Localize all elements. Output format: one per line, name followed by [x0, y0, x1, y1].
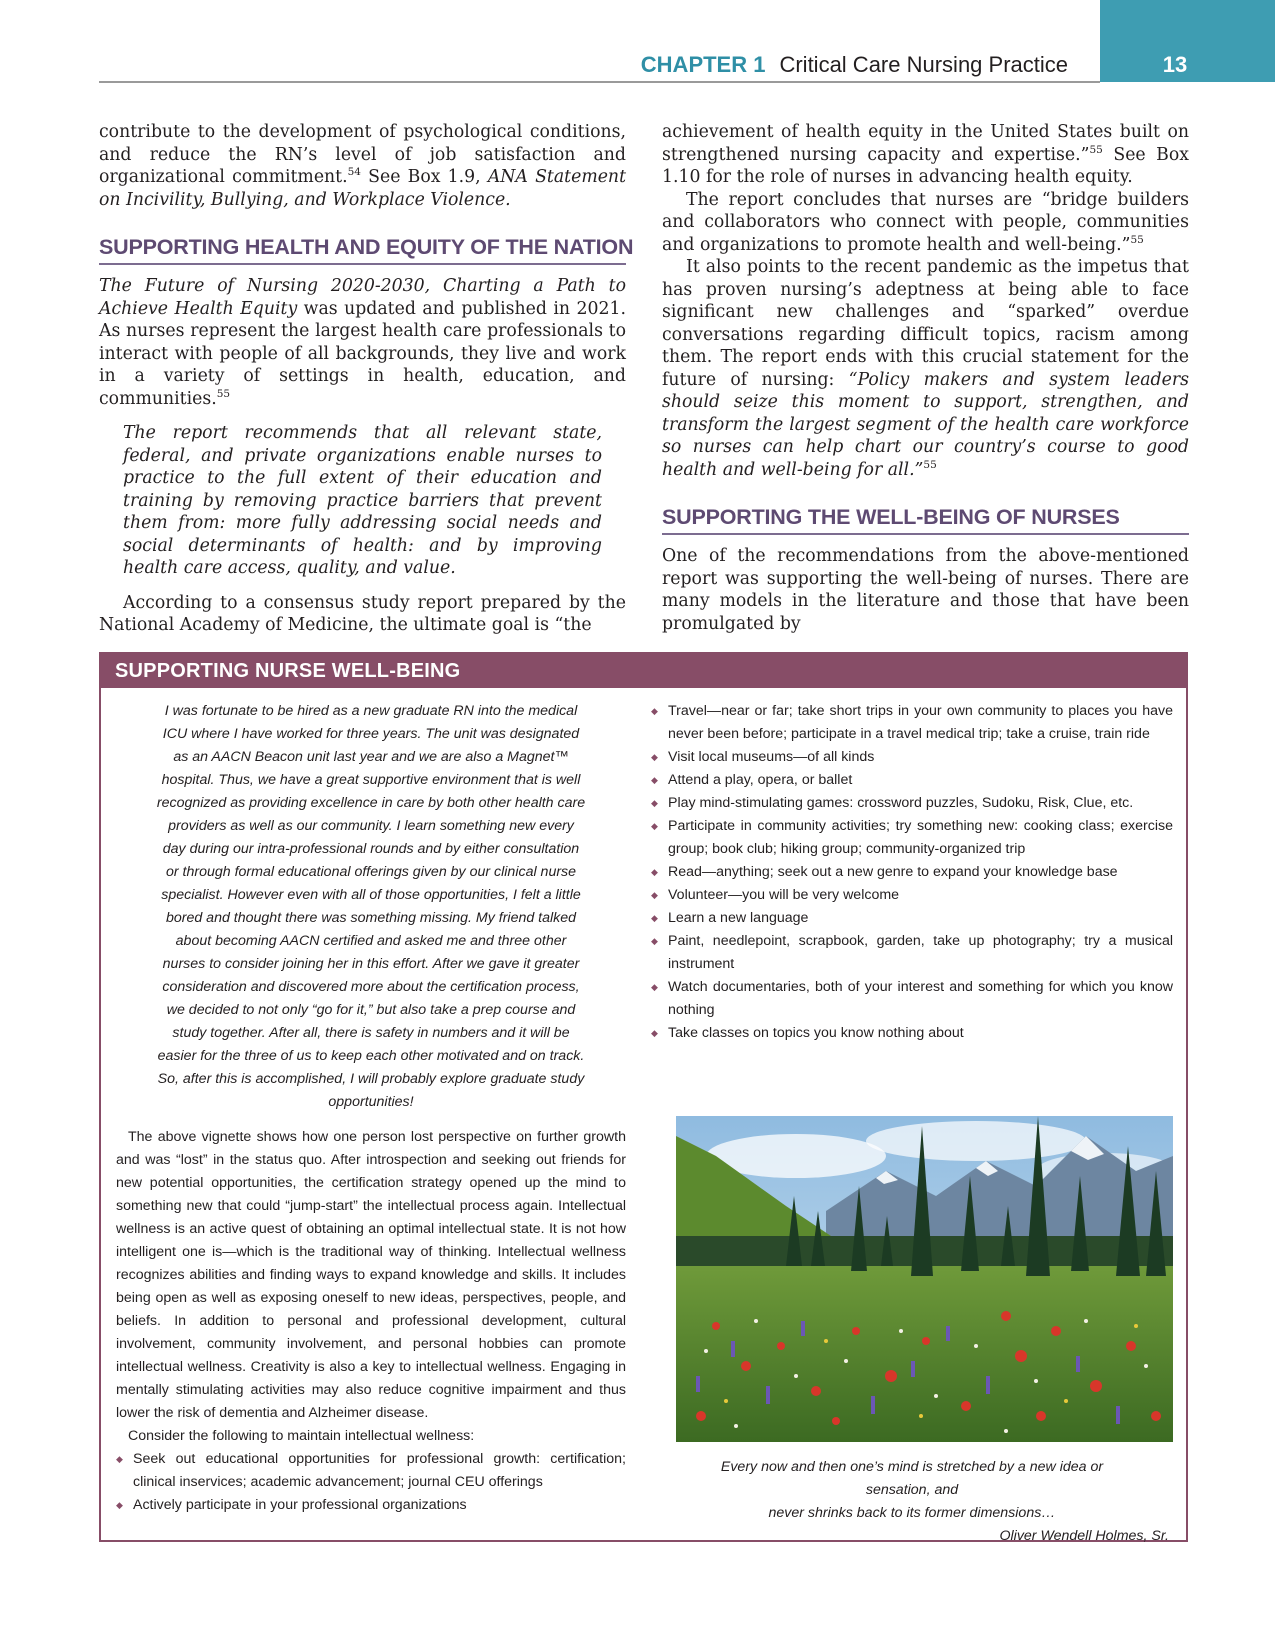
quote-author: Oliver Wendell Holmes, Sr.: [999, 1528, 1169, 1544]
list-item: ◆ Attend a play, opera, or ballet: [651, 769, 1173, 792]
paragraph: One of the recommendations from the above-mentioned report was supporting the well-being of nurses. There are many models in the literature and those that have been promulgated by: [662, 546, 1189, 634]
consider-line: Consider the following to maintain intellectual wellness:: [128, 1428, 475, 1444]
list-item: ◆ Read—anything; seek out a new genre to expand your knowledge base: [651, 861, 1173, 884]
block-quote: The report recommends that all relevant state, federal, and private organizations enable nurses to practice to the full extent of their education and training by removing practice barriers that prevent them from: more fully addressing social needs and social determinants of health: and by improving health care access, quality, and value.: [123, 423, 602, 578]
list-item: ◆ Take classes on topics you know nothing about: [651, 1022, 1173, 1045]
section-heading-health-equity: SUPPORTING HEALTH AND EQUITY OF THE NATION: [99, 235, 626, 265]
well-being-box: [99, 652, 1188, 1542]
page-number: 13: [1162, 52, 1188, 77]
paragraph: The report concludes that nurses are “bridge builders and collaborators who connect with people, communities and organizations to promote health and well-being.”$^{55}$: [662, 189, 1189, 255]
right-column: [662, 121, 1189, 635]
list-item: ◆ Play mind-stimulating games: crossword puzzles, Sudoku, Risk, Clue, etc.: [651, 792, 1173, 815]
paragraph: According to a consensus study report prepared by the National Academy of Medicine, the ultimate goal is “the: [99, 592, 626, 635]
box-right-column: [651, 700, 1173, 1544]
header-rule: [99, 81, 1100, 83]
quotation: [651, 1456, 1173, 1548]
right-bullet-list: [651, 700, 1173, 1045]
quote-line: Every now and then one’s mind is stretched by a new idea or: [720, 1459, 1104, 1475]
mountain-meadow-photo: [676, 1116, 1173, 1442]
left-bullet-list: [116, 1448, 626, 1517]
box-title: SUPPORTING NURSE WELL-BEING: [101, 654, 1186, 688]
list-item: ◆ Participate in community activities; try something new: cooking class; exercise group; book club; hiking group; community-organized trip: [651, 815, 1173, 861]
paragraph: It also points to the recent pandemic as the impetus that has proven nursing’s adeptness at being able to face significant new challenges and “sparked” overdue conversations regarding difficult topics, racism among them. The report ends with this crucial statement for the future of nursing: “Policy makers and system leaders should seize this moment to support, strengthen, and transform the largest segment of the health care workforce so nurses can help chart our country’s course to good health and well-being for all.”$^{55}$: [662, 257, 1189, 480]
list-item: ◆ Volunteer—you will be very welcome: [651, 884, 1173, 907]
discussion-paragraph: The above vignette shows how one person lost perspective on further growth and was “lost” in the status quo. After introspection and seeking out friends for new potential opportunities, the certification strategy opened up the mind to something new that could “jump-start” the intellectual process again. Intellectual wellness is an active quest of obtaining an optimal intellectual state. It is not how intelligent one is—which is the traditional way of thinking. Intellectual wellness recognizes abilities and finding ways to expand knowledge and skills. It includes being open as well as exposing oneself to new ideas, perspectives, people, and beliefs. In addition to personal and professional development, cultural involvement, community involvement, and personal hobbies can promote intellectual wellness. Creativity is also a key to intellectual wellness. Engaging in mentally stimulating activities may also reduce cognitive impairment and thus lower the risk of dementia and Alzheimer disease.: [116, 1129, 626, 1421]
paragraph: achievement of health equity in the United States built on strengthened nursing capacity and expertise.”$^{55}$ See Box 1.10 for the role of nurses in advancing health equity.: [662, 122, 1189, 187]
quote-line: sensation, and: [865, 1482, 959, 1498]
list-item: ◆ Paint, needlepoint, scrapbook, garden, take up photography; try a musical instrument: [651, 930, 1173, 976]
list-item: ◆ Visit local museums—of all kinds: [651, 746, 1173, 769]
list-item: ◆ Actively participate in your professional organizations: [116, 1494, 626, 1517]
list-item: ◆ Watch documentaries, both of your interest and something for which you know nothing: [651, 976, 1173, 1022]
section-heading-well-being: SUPPORTING THE WELL-BEING OF NURSES: [662, 505, 1189, 535]
vignette: I was fortunate to be hired as a new graduate RN into the medical ICU where I have worked for three years. The unit was designated as an AACN Beacon unit last year and we are also a Magnet™ hospital. Thus, we have a great supportive environment that is well recognized as providing excellence in care by both other health care providers as well as our community. I learn something new every day during our intra-professional rounds and by either consultation or through formal educational offerings given by our clinical nurse specialist. However even with all of those opportunities, I felt a little bored and thought there was something missing. My friend talked about becoming AACN certified and asked me and three other nurses to consider joining her in this effort. After we gave it greater consideration and discovered more about the certification process, we decided to not only “go for it,” but also take a prep course and study together. After all, there is safety in numbers and it will be easier for the three of us to keep each other motivated and on track. So, after this is accomplished, I will probably explore graduate study opportunities!: [156, 703, 586, 1110]
chapter-title: Critical Care Nursing Practice: [779, 52, 1068, 77]
list-item: ◆ Learn a new language: [651, 907, 1173, 930]
quote-line: never shrinks back to its former dimensions…: [768, 1505, 1056, 1521]
box-left-column: [116, 700, 626, 1517]
running-header: [641, 52, 1068, 78]
list-item: ◆ Travel—near or far; take short trips in your own community to places you have never been before; participate in a travel medical trip; take a cruise, train ride: [651, 700, 1173, 746]
left-column: [99, 121, 634, 637]
paragraph: The Future of Nursing 2020-2030, Charting a Path to Achieve Health Equity was updated and published in 2021. As nurses represent the largest health care professionals to interact with people of all backgrounds, they live and work in a variety of settings in health, education, and communities.$^{55}$: [99, 276, 627, 409]
list-item: ◆ Seek out educational opportunities for professional growth: certification; clinical inservices; academic advancement; journal CEU offerings: [116, 1448, 626, 1494]
chapter-label: CHAPTER 1: [640, 52, 766, 77]
paragraph: contribute to the development of psychological conditions, and reduce the RN’s level of job satisfaction and organizational commitment.$^{54}$ See Box 1.9, ANA Statement on Incivility, Bullying, and Workplace Violence.: [99, 122, 627, 210]
